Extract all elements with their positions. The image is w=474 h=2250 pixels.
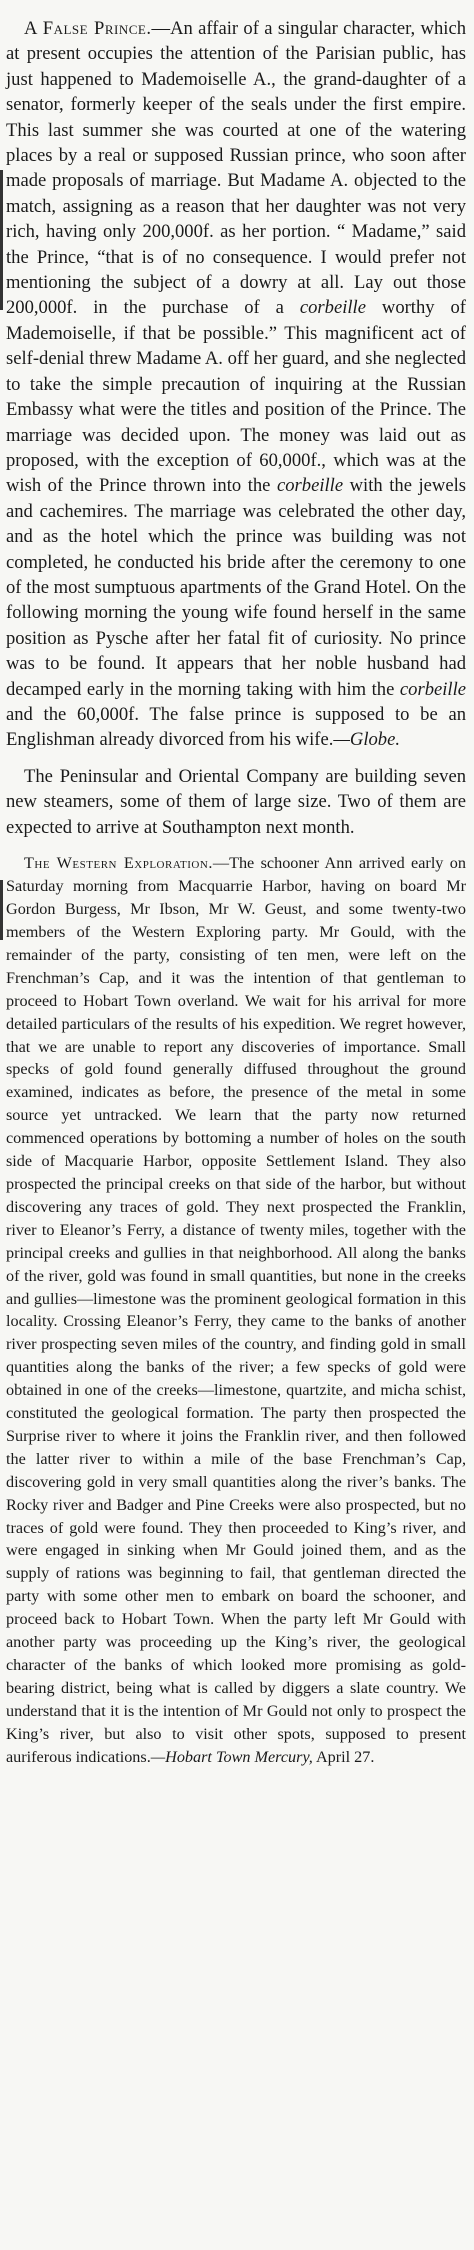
article-body: —The schooner Ann arrived early on Saturday morning from Macquarrie Harbor, having on board Mr Gordon Burgess, Mr Ibson, Mr W. Geust, and some twenty-two members of the Western Exploring party. Mr Gould, with the remainder of the party, consisting of ten men, were left on the Frenchman’s Cap, and it was the intention of that gentleman to proceed to Hobart Town overland. We wait for his arrival for more detailed particulars of the results of his expedition. We regret however, that we are unable to report any discoveries of importance. Small specks of gold found generally diffused throughout the ground examined, indicates as before, the presence of the metal in some source yet untracked. We learn that the party now returned commenced operations by bottoming a number of holes on the south side of Macquarie Harbor, opposite Settlement Island. They also prospected the principal creeks on that side of the harbor, but without discovering any traces of gold. They next prospected the Franklin, river to Eleanor’s Ferry, a distance of twenty miles, together with the principal creeks and gullies in that neighborhood. All along the banks of the river, gold was found in small quantities, but none in the creeks and gullies—limestone was the prominent geological formation in this locality. Crossing Eleanor’s Ferry, they came to the banks of another river prospecting seven miles of the country, and finding gold in small quantities along the banks of the river; a few specks of gold were obtained in one of the creeks—limestone, quartzite, and micha schist, constituted the geological formation. The party then prospected the Surprise river to where it joins the Franklin river, and then followed the latter river to within a mile of the base Frenchman’s Cap, discovering gold in very small quantities along the river’s banks. The Rocky river and Badger and Pine Creeks were also prospected, but no traces of gold were found. They then proceeded to King’s river, and were engaged in sinking when Mr Gould joined them, and as the supply of rations was beginning to fail, that gentleman directed the party with some other men to embark on board the schooner, and proceed back to Hobart Town. When the party left Mr Gould with another party was proceeding up the King’s river, the geological character of the banks of which looked more promising as gold-bearing district, being what is called by diggers a slate country. We understand that it is the intention of Mr Gould not only to prospect the King’s river, but also to visit other spots, supposed to present auriferous indications.: [6, 854, 466, 1766]
article-peninsular-oriental: [6, 764, 466, 841]
italic-word: corbeille: [399, 678, 466, 700]
article-column: [6, 16, 466, 1769]
article-heading: A False Prince.: [24, 18, 152, 39]
article-source: —Hobart Town Mercury,: [150, 1747, 313, 1766]
article-body: and the 60,000f. The false prince is supposed to be an Englishman already divorced from his wife.: [6, 703, 466, 751]
binding-edge-mark: [0, 880, 3, 940]
article-body: —An affair of a singular character, which at present occupies the attention of the Parisian public, has just happened to Mademoiselle A., the grand-daughter of a senator, formerly keeper of the seals under the first empire. This last summer she was courted at one of the watering places by a real or supposed Russian prince, who soon after made proposals of marriage. But Madame A. objected to the match, assigning as a reason that her daughter was not very rich, having only 200,000f. as her portion. “ Madame,” said the Prince, “that is of no consequence. I would prefer not mentioning the subject of a dowry at all. Lay out those 200,000f. in the purchase of a: [6, 18, 466, 319]
article-western-exploration: [6, 852, 466, 1768]
article-false-prince: [6, 16, 466, 753]
article-heading: The Western Exploration.: [24, 854, 213, 873]
article-body: The Peninsular and Oriental Company are building seven new steamers, some of them of large size. Two of them are expected to arrive at Southampton next month.: [6, 765, 466, 838]
italic-word: corbeille: [276, 475, 344, 497]
binding-edge-mark: [0, 170, 3, 310]
article-date: April 27.: [312, 1747, 375, 1766]
italic-word: corbeille: [299, 297, 366, 319]
article-body: with the jewels and cachemires. The marriage was celebrated the other day, and as the hotel which the prince was building was not completed, he conducted his bride after the ceremony to one of the most sumptuous apartments of the Grand Hotel. On the following morning the young wife found herself in the same position as Pysche after her fatal fit of curiosity. No prince was to be found. It appears that her noble husband had decamped early in the morning taking with him the: [6, 475, 466, 700]
article-body: worthy of Mademoiselle, if that be possible.” This magnificent act of self-denial threw Madame A. off her guard, and she neglected to take the simple precaution of inquiring at the Russian Embassy what were the titles and position of the Prince. The marriage was decided upon. The money was laid out as proposed, with the exception of 60,000f., which was at the wish of the Prince thrown into the: [6, 297, 466, 497]
article-source: —Globe.: [333, 729, 400, 751]
